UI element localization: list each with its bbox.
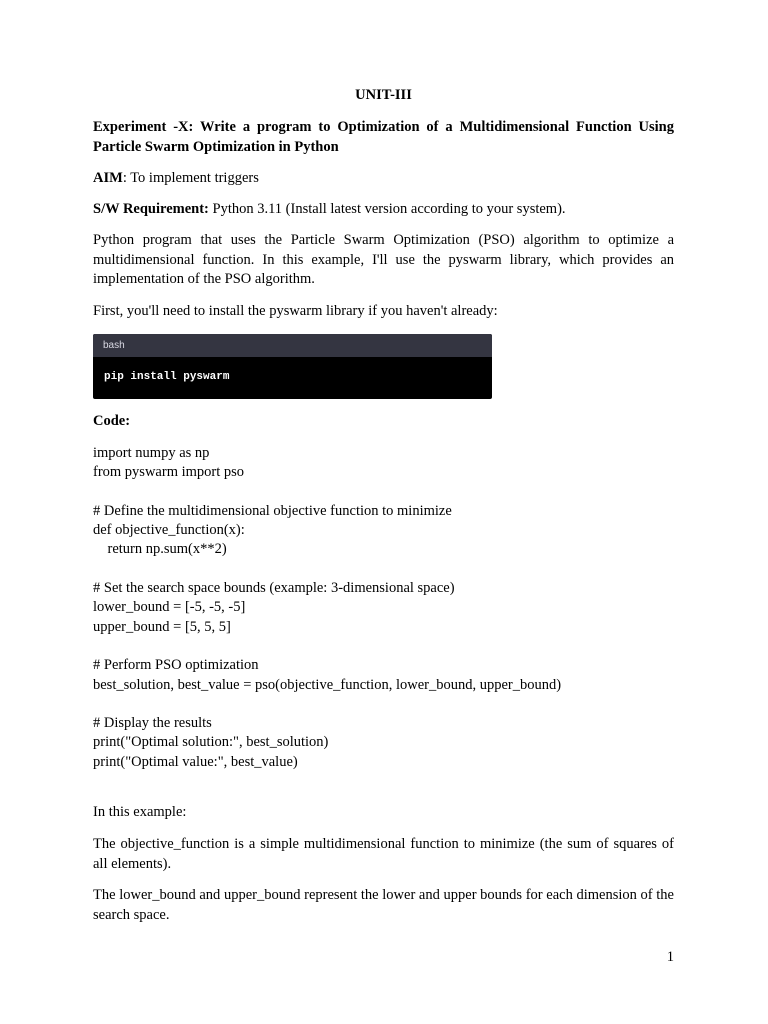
code-heading: Code: [93,413,131,429]
code-line: print("Optimal solution:", best_solution) [93,734,329,751]
explanation-objective-function: The objective_function is a simple multidimensional function to minimize (the sum of squares of all elements). [93,836,674,872]
code-line: print("Optimal value:", best_value) [93,753,298,770]
code-line: # Display the results [93,715,212,732]
code-line [93,560,693,579]
install-note: First, you'll need to install the pyswarm library if you haven't already: [93,303,498,319]
aim-text: : To implement triggers [122,170,259,186]
explanation-bounds: The lower_bound and upper_bound represent the lower and upper bounds for each dimension of the search space. [93,887,674,923]
sw-requirement-line [93,200,674,220]
code-line: return np.sum(x**2) [93,541,227,558]
code-line: # Set the search space bounds (example: 3-dimensional space) [93,580,455,597]
code-line: def objective_function(x): [93,522,245,539]
code-line: # Define the multidimensional objective function to minimize [93,502,452,519]
aim-line [93,169,674,189]
code-language-label: bash [93,334,492,357]
code-line: upper_bound = [5, 5, 5] [93,618,231,635]
code-listing [93,444,693,772]
code-line: lower_bound = [-5, -5, -5] [93,599,246,616]
code-line [93,483,693,502]
code-block [93,334,492,399]
page-number: 1 [666,949,674,965]
code-line [93,637,693,656]
code-line: import numpy as np [93,445,210,461]
sw-requirement-text: Python 3.11 (Install latest version according to your system). [208,201,566,217]
example-intro: In this example: [93,804,187,820]
code-line: from pyswarm import pso [93,464,245,481]
unit-heading: UNIT-III [355,87,412,103]
code-line: # Perform PSO optimization [93,657,259,674]
experiment-title: Experiment -X: Write a program to Optimization of a Multidimensional Function Using Particle Swarm Optimization in Python [93,119,674,155]
code-line: best_solution, best_value = pso(objective_function, lower_bound, upper_bound) [93,676,562,693]
code-line [93,695,693,714]
install-command: pip install pyswarm [104,371,230,383]
sw-requirement-label: S/W Requirement: [93,201,209,217]
intro-paragraph: Python program that uses the Particle Swarm Optimization (PSO) algorithm to optimize a multidimensional function. In this example, I'll use the pyswarm library, which provides an implementation of the PSO algorithm. [93,232,674,287]
aim-label: AIM [93,170,123,186]
